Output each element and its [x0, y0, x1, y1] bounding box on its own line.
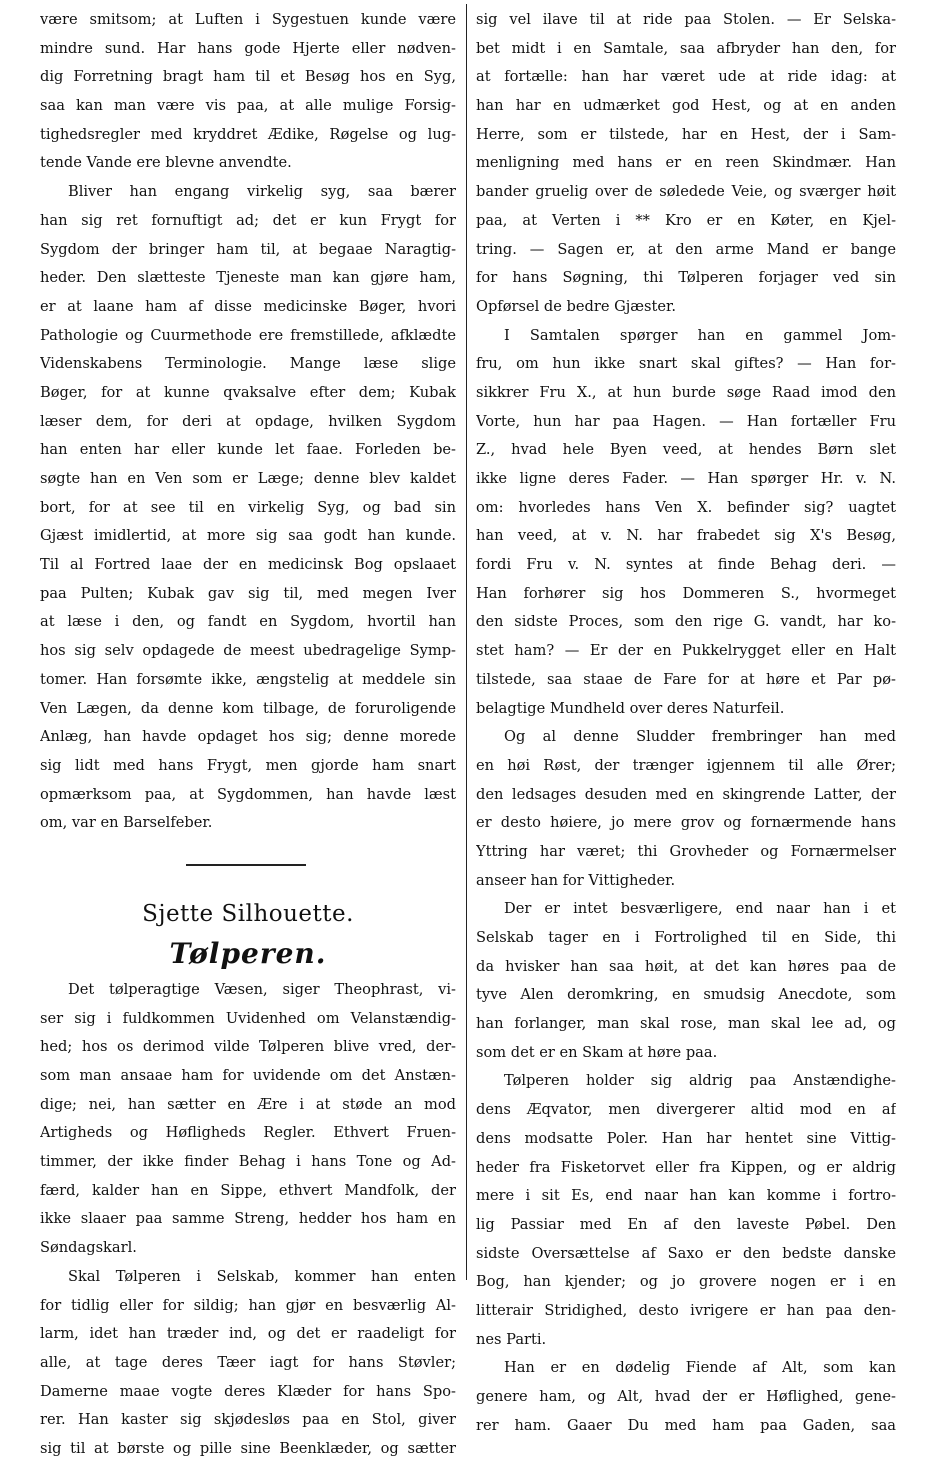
text-line: Vorte, hun har paa Hagen. — Han fortæller Fru: [476, 412, 896, 430]
text-line: mere i sit Es, end naar han kan komme i fortro-: [476, 1187, 896, 1205]
text-line: Han forhører sig hos Dommeren S., hvormeget: [476, 584, 896, 602]
text-line: Tølperen holder sig aldrig paa Anstændighe-: [504, 1072, 896, 1090]
text-line: sig vel ilave til at ride paa Stolen. — Er Selska-: [476, 11, 896, 28]
text-line: for hans Søgning, thi Tølperen forjager ved sin: [476, 269, 896, 287]
text-line: Selskab tager en i Fortrolighed til en Side, thi: [476, 929, 896, 946]
text-line: tring. — Sagen er, at den arme Mand er bange: [476, 240, 896, 258]
text-line: heder. Den slætteste Tjeneste man kan gjøre ham,: [40, 269, 456, 287]
text-line: timmer, der ikke finder Behag i hans Tone og Ad-: [40, 1153, 456, 1171]
text-line: nes Parti.: [476, 1330, 547, 1348]
text-line: belagtige Mundheld over deres Naturfeil.: [476, 699, 785, 717]
right-column: [476, 6, 896, 1440]
text-line: sig lidt med hans Frygt, men gjorde ham snart: [40, 756, 456, 774]
text-line: menligning med hans er en reen Skindmær. Han: [476, 154, 896, 172]
text-line: da hvisker han saa høit, at det kan høres paa de: [476, 957, 896, 975]
text-line: Skal Tølperen i Selskab, kommer han enten: [68, 1267, 456, 1285]
text-line: Bog, han kjender; og jo grovere nogen er i en: [476, 1273, 896, 1291]
text-line: sikkrer Fru X., at hun burde søge Raad imod den: [476, 383, 896, 401]
section-title: Tølperen.: [169, 936, 327, 970]
text-line: genere ham, og Alt, hvad der er Høflighed, gene-: [476, 1388, 896, 1405]
text-line: heder fra Fisketorvet eller fra Kippen, og er aldrig: [476, 1158, 896, 1176]
section-subtitle: Sjette Silhouette.: [142, 900, 354, 927]
text-line: som det er en Skam at høre paa.: [476, 1043, 718, 1061]
text-line: dens Æqvator, men divergerer altid mod en af: [476, 1101, 896, 1119]
text-line: ser sig i fuldkommen Uvidenhed om Velanstændig-: [40, 1009, 456, 1027]
text-line: paa Pulten; Kubak gav sig til, med megen Iver: [40, 584, 456, 602]
text-line: mindre sund. Har hans gode Hjerte eller nødven-: [40, 39, 456, 57]
text-line: dig Forretning bragt ham til et Besøg hos en Syg,: [40, 68, 456, 86]
text-line: er desto høiere, jo mere grov og fornærmende hans: [476, 814, 896, 832]
text-line: han veed, at v. N. har frabedet sig X's Besøg,: [476, 527, 896, 545]
text-line: saa kan man være vis paa, at alle mulige Forsig-: [40, 97, 456, 115]
text-line: Herre, som er tilstede, har en Hest, der i Sam-: [476, 125, 896, 143]
text-line: opmærksom paa, at Sygdommen, han havde læst: [40, 785, 456, 803]
text-line: Artigheds og Høfligheds Regler. Ethvert Fruen-: [40, 1124, 456, 1142]
text-line: bander gruelig over de søledede Veie, og sværger høit: [476, 183, 896, 201]
text-line: lig Passiar med En af den laveste Pøbel. Den: [476, 1215, 896, 1233]
text-line: litterair Stridighed, desto ivrigere er han paa den-: [476, 1301, 896, 1319]
text-line: han har en udmærket god Hest, og at en anden: [476, 97, 896, 115]
text-line: hos sig selv opdagede de meest ubedragelige Symp-: [40, 642, 456, 660]
text-line: tende Vande ere blevne anvendte.: [40, 154, 292, 172]
text-line: tomer. Han forsømte ikke, ængstelig at meddele sin: [40, 670, 456, 688]
text-line: paa, at Verten i ** Kro er en Køter, en Kjel-: [476, 211, 896, 229]
text-line: fordi Fru v. N. syntes at finde Behag deri. —: [476, 556, 896, 574]
text-line: stet ham? — Er der en Pukkelrygget eller en Halt: [476, 642, 896, 660]
text-line: Opførsel de bedre Gjæster.: [476, 297, 676, 315]
text-line: Der er intet besværligere, end naar han i et: [504, 900, 896, 918]
text-line: bort, for at see til en virkelig Syg, og bad sin: [40, 498, 456, 516]
text-line: han sig ret fornuftigt ad; det er kun Frygt for: [40, 211, 456, 229]
text-line: Søndagskarl.: [40, 1239, 137, 1257]
text-line: den ledsages desuden med en skingrende Latter, der: [476, 785, 896, 803]
text-line: dige; nei, han sætter en Ære i at støde an mod: [40, 1095, 456, 1113]
text-line: Bliver han engang virkelig syg, saa bærer: [68, 183, 456, 201]
text-line: for tidlig eller for sildig; han gjør en besværlig Al-: [40, 1296, 456, 1314]
text-line: fru, om hun ikke snart skal giftes? — Han for-: [476, 355, 896, 373]
separator-rule: [186, 864, 306, 866]
text-line: Damerne maae vogte deres Klæder for hans Spo-: [40, 1382, 456, 1400]
text-line: Til al Fortred laae der en medicinsk Bog opslaaet: [40, 556, 456, 574]
text-line: Det tølperagtige Væsen, siger Theophrast, vi-: [68, 980, 456, 998]
text-line: Bøger, for at kunne qvaksalve efter dem; Kubak: [40, 383, 456, 401]
text-line: tighedsregler med kryddret Ædike, Røgelse og lug-: [40, 125, 456, 143]
text-line: Gjæst imidlertid, at more sig saa godt han kunde.: [40, 527, 456, 545]
text-line: at læse i den, og fandt en Sygdom, hvortil han: [40, 613, 456, 631]
text-line: læser dem, for deri at opdage, hvilken Sygdom: [40, 412, 456, 430]
text-line: som man ansaae ham for uvidende om det Anstæn-: [40, 1067, 456, 1084]
text-line: at fortælle: han har været ude at ride idag: at: [476, 68, 896, 86]
column-divider: [466, 4, 467, 1280]
text-line: han forlanger, man skal rose, man skal lee ad, og: [476, 1015, 896, 1033]
text-line: ikke ligne deres Fader. — Han spørger Hr. v. N.: [476, 470, 896, 487]
text-line: om, var en Barselfeber.: [40, 814, 213, 832]
text-line: bet midt i en Samtale, saa afbryder han den, for: [476, 39, 896, 57]
text-line: Ven Lægen, da denne kom tilbage, de foruroligende: [40, 699, 456, 717]
text-line: søgte han en Ven som er Læge; denne blev kaldet: [40, 470, 456, 487]
text-line: Han er en dødelig Fiende af Alt, som kan: [504, 1359, 896, 1377]
text-line: Z., hvad hele Byen veed, at hendes Børn slet: [476, 441, 896, 459]
text-line: ikke slaaer paa samme Streng, hedder hos ham en: [40, 1210, 456, 1228]
text-line: dens modsatte Poler. Han har hentet sine Vittig-: [476, 1129, 896, 1147]
text-line: færd, kalder han en Sippe, ethvert Mandfolk, der: [40, 1181, 456, 1199]
left-column: [40, 6, 456, 1464]
text-line: om: hvorledes hans Ven X. befinder sig? uagtet: [476, 498, 896, 516]
text-line: tyve Alen deromkring, en smudsig Anecdote, som: [476, 986, 896, 1004]
text-line: hed; hos os derimod vilde Tølperen blive vred, der-: [40, 1038, 456, 1056]
text-line: rer ham. Gaaer Du med ham paa Gaden, saa: [476, 1416, 896, 1434]
text-line: han enten har eller kunde let faae. Forleden be-: [40, 441, 456, 459]
text-line: tilstede, saa staae de Fare for at høre et Par pø-: [476, 670, 896, 688]
text-line: anseer han for Vittigheder.: [476, 871, 676, 889]
text-line: Anlæg, han havde opdaget hos sig; denne morede: [40, 728, 456, 746]
text-line: en høi Røst, der trænger igjennem til alle Ører;: [476, 756, 896, 774]
text-line: være smitsom; at Luften i Sygestuen kunde være: [40, 11, 456, 28]
text-line: Pathologie og Cuurmethode ere fremstillede, afklædte: [40, 326, 456, 344]
text-line: Og al denne Sludder frembringer han med: [504, 728, 896, 746]
text-line: sidste Oversættelse af Saxo er den bedste danske: [476, 1244, 896, 1262]
text-line: alle, at tage deres Tæer iagt for hans Støvler;: [40, 1353, 456, 1371]
text-line: er at laane ham af disse medicinske Bøger, hvori: [40, 297, 456, 315]
text-line: I Samtalen spørger han en gammel Jom-: [504, 326, 896, 344]
section-separator: [40, 838, 456, 896]
text-line: sig til at børste og pille sine Beenklæder, og sætter: [40, 1439, 456, 1457]
text-line: Yttring har været; thi Grovheder og Fornærmelser: [476, 842, 896, 860]
text-line: larm, idet han træder ind, og det er raadeligt for: [40, 1325, 456, 1343]
text-line: den sidste Proces, som den rige G. vandt, har ko-: [476, 613, 896, 631]
text-line: rer. Han kaster sig skjødesløs paa en Stol, giver: [40, 1411, 456, 1429]
text-line: Sygdom der bringer ham til, at begaae Naragtig-: [40, 240, 456, 258]
text-line: Videnskabens Terminologie. Mange læse slige: [40, 355, 456, 373]
